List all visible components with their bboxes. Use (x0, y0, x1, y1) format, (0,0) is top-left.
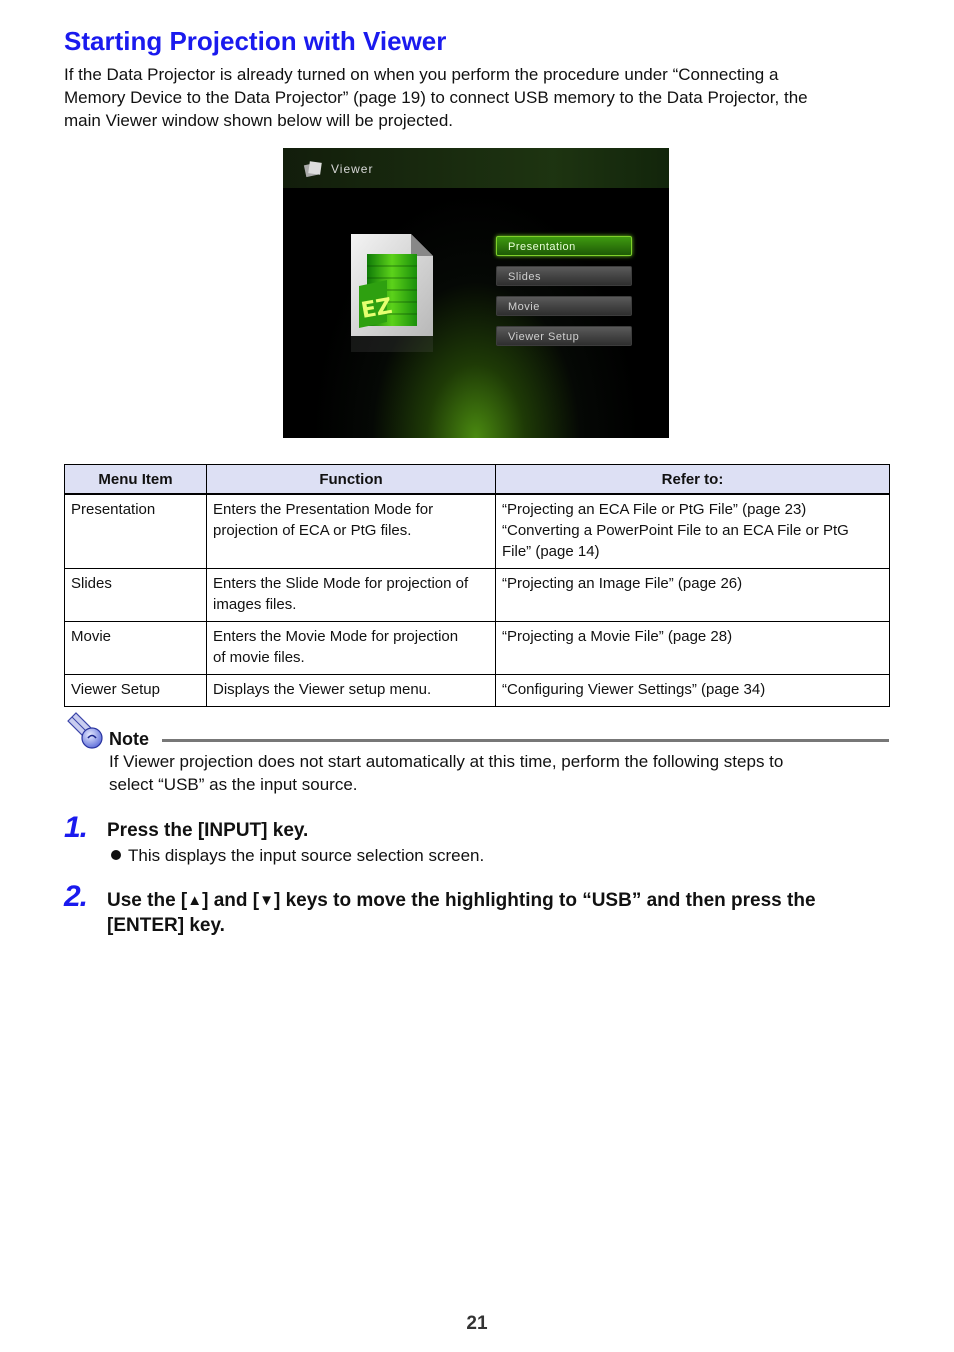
column-header-function: Function (207, 465, 496, 495)
cell-line: “Projecting an Image File” (page 26) (502, 575, 743, 592)
viewer-menu (496, 236, 632, 356)
cell-line: Enters the Movie Mode for projection (213, 628, 459, 645)
cell-line: “Projecting a Movie File” (page 28) (502, 628, 733, 645)
note-label: Note (109, 729, 149, 749)
cell-refer-to (496, 569, 890, 622)
note-line-text: If Viewer projection does not start automatically at this time, perform the following steps to (109, 752, 784, 771)
cell-line: File” (page 14) (502, 543, 600, 560)
cell-refer-to (496, 494, 890, 569)
viewer-title: Viewer (331, 162, 374, 176)
step-text-part: Use the [ (107, 890, 188, 911)
column-header-refer-to: Refer to: (496, 465, 890, 495)
cell-line: “Projecting an ECA File or PtG File” (page 23) (502, 501, 807, 518)
down-arrow-icon: ▼ (259, 892, 274, 909)
page-title: Starting Projection with Viewer (64, 26, 447, 56)
note-divider (162, 739, 889, 742)
cell-menu-item: Presentation (65, 494, 207, 569)
viewer-menu-movie[interactable]: Movie (496, 296, 632, 316)
step-bullet (111, 846, 484, 866)
cell-function (207, 569, 496, 622)
cell-menu-item: Viewer Setup (65, 675, 207, 707)
intro-line: If the Data Projector is already turned on when you perform the procedure under “Connecting a (64, 65, 779, 84)
step-text (107, 888, 897, 938)
viewer-header (303, 160, 373, 178)
bullet-text: This displays the input source selection screen. (128, 846, 485, 865)
cell-line: Displays the Viewer setup menu. (213, 681, 432, 698)
viewer-menu-presentation[interactable]: Presentation (496, 236, 632, 256)
table-row (65, 622, 890, 675)
ez-document-icon (347, 232, 437, 352)
step-text-part: [ENTER] key. (107, 915, 225, 936)
intro-paragraph (64, 63, 884, 132)
viewer-menu-slides[interactable]: Slides (496, 266, 632, 286)
cell-function (207, 494, 496, 569)
note-text (109, 750, 879, 796)
note-pencil-icon (66, 711, 106, 751)
svg-text:EZ: EZ (359, 293, 395, 324)
table-row (65, 569, 890, 622)
cell-function (207, 622, 496, 675)
viewer-menu-viewer-setup[interactable]: Viewer Setup (496, 326, 632, 346)
viewer-screenshot (283, 148, 669, 438)
cell-line: Enters the Presentation Mode for (213, 501, 434, 518)
step-text-part: ] and [ (202, 890, 260, 911)
table-row (65, 494, 890, 569)
step-text: Press the [INPUT] key. (107, 820, 309, 841)
cell-menu-item: Movie (65, 622, 207, 675)
note-line-text: select “USB” as the input source. (109, 775, 358, 794)
cell-line: “Converting a PowerPoint File to an ECA File or PtG (502, 522, 849, 539)
step-number: 1. (64, 811, 88, 844)
table-row (65, 675, 890, 707)
up-arrow-icon: ▲ (187, 892, 203, 909)
viewer-logo-icon (303, 160, 323, 178)
cell-refer-to (496, 622, 890, 675)
table-header-row (65, 465, 890, 495)
cell-line: of movie files. (213, 649, 305, 666)
step-number: 2. (64, 880, 88, 913)
column-header-menu-item: Menu Item (65, 465, 207, 495)
cell-menu-item: Slides (65, 569, 207, 622)
cell-line: Enters the Slide Mode for projection of (213, 575, 469, 592)
menu-function-table (64, 464, 890, 707)
bullet-dot-icon (111, 850, 121, 860)
cell-line: projection of ECA or PtG files. (213, 522, 412, 539)
step-text-part: ] keys to move the highlighting to “USB” and then press the (273, 890, 816, 911)
cell-line: “Configuring Viewer Settings” (page 34) (502, 681, 766, 698)
cell-refer-to (496, 675, 890, 707)
cell-line: images files. (213, 596, 297, 613)
cell-function (207, 675, 496, 707)
intro-line: main Viewer window shown below will be projected. (64, 111, 453, 130)
intro-line: Memory Device to the Data Projector” (page 19) to connect USB memory to the Data Projector, the (64, 88, 808, 107)
page-number: 21 (466, 1313, 488, 1334)
